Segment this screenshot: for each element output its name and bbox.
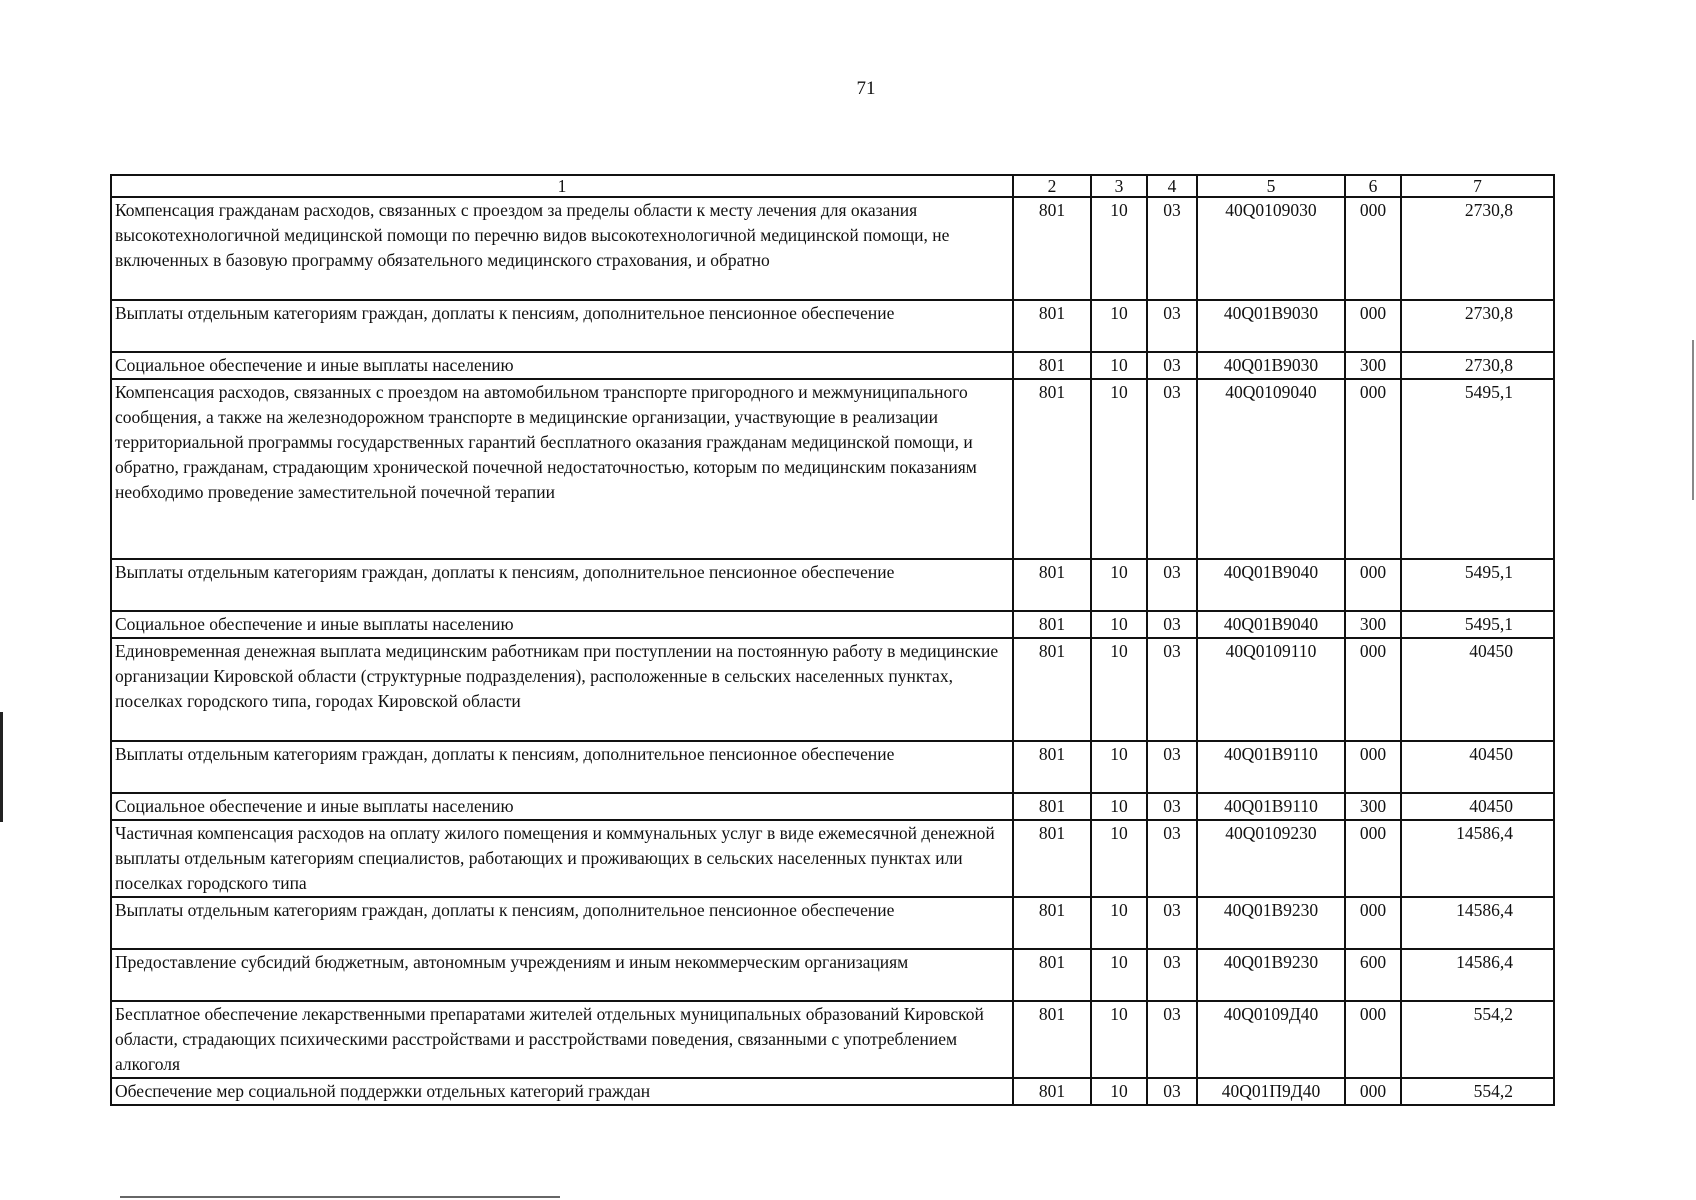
row-col2: 801 <box>1013 611 1091 638</box>
row-col7: 5495,1 <box>1401 611 1554 638</box>
row-col5: 40Q01B9040 <box>1197 611 1345 638</box>
row-col6: 600 <box>1345 949 1401 1001</box>
row-col7: 40450 <box>1401 638 1554 741</box>
row-col6: 000 <box>1345 638 1401 741</box>
row-col5: 40Q0109230 <box>1197 820 1345 897</box>
row-col3: 10 <box>1091 949 1147 1001</box>
row-name: Компенсация гражданам расходов, связанных с проездом за пределы области к месту лечения для оказания высокотехнологичной медицинской помощи по перечню видов высокотехнологичной медицинской помощи, не включенных в базовую программу обязательного медицинского страхования, и обратно <box>111 197 1013 300</box>
row-col7: 2730,8 <box>1401 197 1554 300</box>
row-col5: 40Q01П9Д40 <box>1197 1078 1345 1105</box>
row-col7: 5495,1 <box>1401 379 1554 559</box>
row-name: Социальное обеспечение и иные выплаты населению <box>111 793 1013 820</box>
page-number: 71 <box>856 78 876 99</box>
table-row <box>111 1078 1554 1105</box>
row-col5: 40Q01B9030 <box>1197 352 1345 379</box>
table-row <box>111 197 1554 300</box>
row-col7: 40450 <box>1401 741 1554 793</box>
row-col6: 000 <box>1345 820 1401 897</box>
row-col6: 300 <box>1345 793 1401 820</box>
row-col6: 000 <box>1345 197 1401 300</box>
row-col4: 03 <box>1147 820 1197 897</box>
row-col2: 801 <box>1013 197 1091 300</box>
row-col2: 801 <box>1013 352 1091 379</box>
row-col6: 000 <box>1345 897 1401 949</box>
row-name: Частичная компенсация расходов на оплату жилого помещения и коммунальных услуг в виде ежемесячной денежной выплаты отдельным категориям специалистов, работающих и проживающих в сельских населенных пунктах или поселках городского типа <box>111 820 1013 897</box>
header-cell: 3 <box>1091 175 1147 197</box>
row-col4: 03 <box>1147 1078 1197 1105</box>
row-col6: 000 <box>1345 1078 1401 1105</box>
row-col3: 10 <box>1091 379 1147 559</box>
row-col3: 10 <box>1091 300 1147 352</box>
row-col4: 03 <box>1147 379 1197 559</box>
row-col5: 40Q01B9040 <box>1197 559 1345 611</box>
table-row <box>111 559 1554 611</box>
row-col5: 40Q0109Д40 <box>1197 1001 1345 1078</box>
row-col3: 10 <box>1091 1001 1147 1078</box>
row-col2: 801 <box>1013 741 1091 793</box>
row-col3: 10 <box>1091 820 1147 897</box>
row-col3: 10 <box>1091 793 1147 820</box>
row-col3: 10 <box>1091 197 1147 300</box>
row-name: Выплаты отдельным категориям граждан, доплаты к пенсиям, дополнительное пенсионное обеспечение <box>111 897 1013 949</box>
row-col2: 801 <box>1013 300 1091 352</box>
row-name: Социальное обеспечение и иные выплаты населению <box>111 352 1013 379</box>
row-col7: 554,2 <box>1401 1001 1554 1078</box>
table-row <box>111 352 1554 379</box>
budget-table <box>110 174 1555 1106</box>
row-col4: 03 <box>1147 1001 1197 1078</box>
row-col7: 5495,1 <box>1401 559 1554 611</box>
row-col3: 10 <box>1091 352 1147 379</box>
row-col2: 801 <box>1013 1001 1091 1078</box>
row-name: Выплаты отдельным категориям граждан, доплаты к пенсиям, дополнительное пенсионное обеспечение <box>111 741 1013 793</box>
row-col6: 000 <box>1345 741 1401 793</box>
row-col4: 03 <box>1147 793 1197 820</box>
row-col2: 801 <box>1013 638 1091 741</box>
header-row <box>111 175 1554 197</box>
row-col6: 000 <box>1345 300 1401 352</box>
row-col3: 10 <box>1091 638 1147 741</box>
table-row <box>111 949 1554 1001</box>
table-row <box>111 741 1554 793</box>
row-col4: 03 <box>1147 949 1197 1001</box>
row-col5: 40Q0109040 <box>1197 379 1345 559</box>
header-cell: 5 <box>1197 175 1345 197</box>
row-col4: 03 <box>1147 300 1197 352</box>
scan-artifact-left <box>0 712 3 822</box>
row-col4: 03 <box>1147 741 1197 793</box>
row-name: Предоставление субсидий бюджетным, автономным учреждениям и иным некоммерческим организациям <box>111 949 1013 1001</box>
table-row <box>111 793 1554 820</box>
header-cell: 6 <box>1345 175 1401 197</box>
row-name: Социальное обеспечение и иные выплаты населению <box>111 611 1013 638</box>
row-col5: 40Q01B9110 <box>1197 741 1345 793</box>
row-col2: 801 <box>1013 379 1091 559</box>
row-col5: 40Q01B9230 <box>1197 949 1345 1001</box>
row-name: Обеспечение мер социальной поддержки отдельных категорий граждан <box>111 1078 1013 1105</box>
row-col3: 10 <box>1091 559 1147 611</box>
row-col3: 10 <box>1091 1078 1147 1105</box>
row-name: Выплаты отдельным категориям граждан, доплаты к пенсиям, дополнительное пенсионное обеспечение <box>111 559 1013 611</box>
row-col4: 03 <box>1147 638 1197 741</box>
row-name: Выплаты отдельным категориям граждан, доплаты к пенсиям, дополнительное пенсионное обеспечение <box>111 300 1013 352</box>
header-cell: 1 <box>111 175 1013 197</box>
row-col7: 2730,8 <box>1401 300 1554 352</box>
table-row <box>111 611 1554 638</box>
table-row <box>111 638 1554 741</box>
row-col3: 10 <box>1091 611 1147 638</box>
row-col2: 801 <box>1013 793 1091 820</box>
row-col2: 801 <box>1013 820 1091 897</box>
row-name: Компенсация расходов, связанных с проездом на автомобильном транспорте пригородного и межмуниципального сообщения, а также на железнодорожном транспорте в медицинские организации, участвующие в реализации территориальной программы государственных гарантий бесплатного оказания гражданам медицинской помощи, и обратно, гражданам, страдающим хронической почечной недостаточностью, которым по медицинским показаниям необходимо проведение заместительной почечной терапии <box>111 379 1013 559</box>
row-name: Бесплатное обеспечение лекарственными препаратами жителей отдельных муниципальных образований Кировской области, страдающих психическими расстройствами и расстройствами поведения, связанными с употреблением алкоголя <box>111 1001 1013 1078</box>
table-row <box>111 1001 1554 1078</box>
row-col2: 801 <box>1013 559 1091 611</box>
row-col7: 14586,4 <box>1401 897 1554 949</box>
row-col5: 40Q0109110 <box>1197 638 1345 741</box>
table-row <box>111 300 1554 352</box>
row-col5: 40Q01B9230 <box>1197 897 1345 949</box>
row-col7: 14586,4 <box>1401 820 1554 897</box>
row-col5: 40Q01B9110 <box>1197 793 1345 820</box>
row-col7: 554,2 <box>1401 1078 1554 1105</box>
table-row <box>111 820 1554 897</box>
row-col5: 40Q0109030 <box>1197 197 1345 300</box>
row-col4: 03 <box>1147 352 1197 379</box>
row-col2: 801 <box>1013 949 1091 1001</box>
row-col3: 10 <box>1091 741 1147 793</box>
row-col5: 40Q01B9030 <box>1197 300 1345 352</box>
row-col7: 2730,8 <box>1401 352 1554 379</box>
row-name: Единовременная денежная выплата медицинским работникам при поступлении на постоянную работу в медицинские организации Кировской области (структурные подразделения), расположенные в сельских населенных пунктах, поселках городского типа, городах Кировской области <box>111 638 1013 741</box>
table-row <box>111 379 1554 559</box>
header-cell: 2 <box>1013 175 1091 197</box>
header-cell: 4 <box>1147 175 1197 197</box>
scan-artifact-right <box>1692 340 1694 500</box>
scan-artifact-bottom <box>120 1196 560 1198</box>
table-row <box>111 897 1554 949</box>
row-col2: 801 <box>1013 1078 1091 1105</box>
row-col6: 000 <box>1345 379 1401 559</box>
row-col4: 03 <box>1147 197 1197 300</box>
header-cell: 7 <box>1401 175 1554 197</box>
row-col6: 000 <box>1345 559 1401 611</box>
row-col7: 40450 <box>1401 793 1554 820</box>
row-col2: 801 <box>1013 897 1091 949</box>
row-col3: 10 <box>1091 897 1147 949</box>
row-col6: 300 <box>1345 611 1401 638</box>
row-col6: 000 <box>1345 1001 1401 1078</box>
row-col4: 03 <box>1147 611 1197 638</box>
row-col4: 03 <box>1147 559 1197 611</box>
row-col6: 300 <box>1345 352 1401 379</box>
row-col4: 03 <box>1147 897 1197 949</box>
row-col7: 14586,4 <box>1401 949 1554 1001</box>
